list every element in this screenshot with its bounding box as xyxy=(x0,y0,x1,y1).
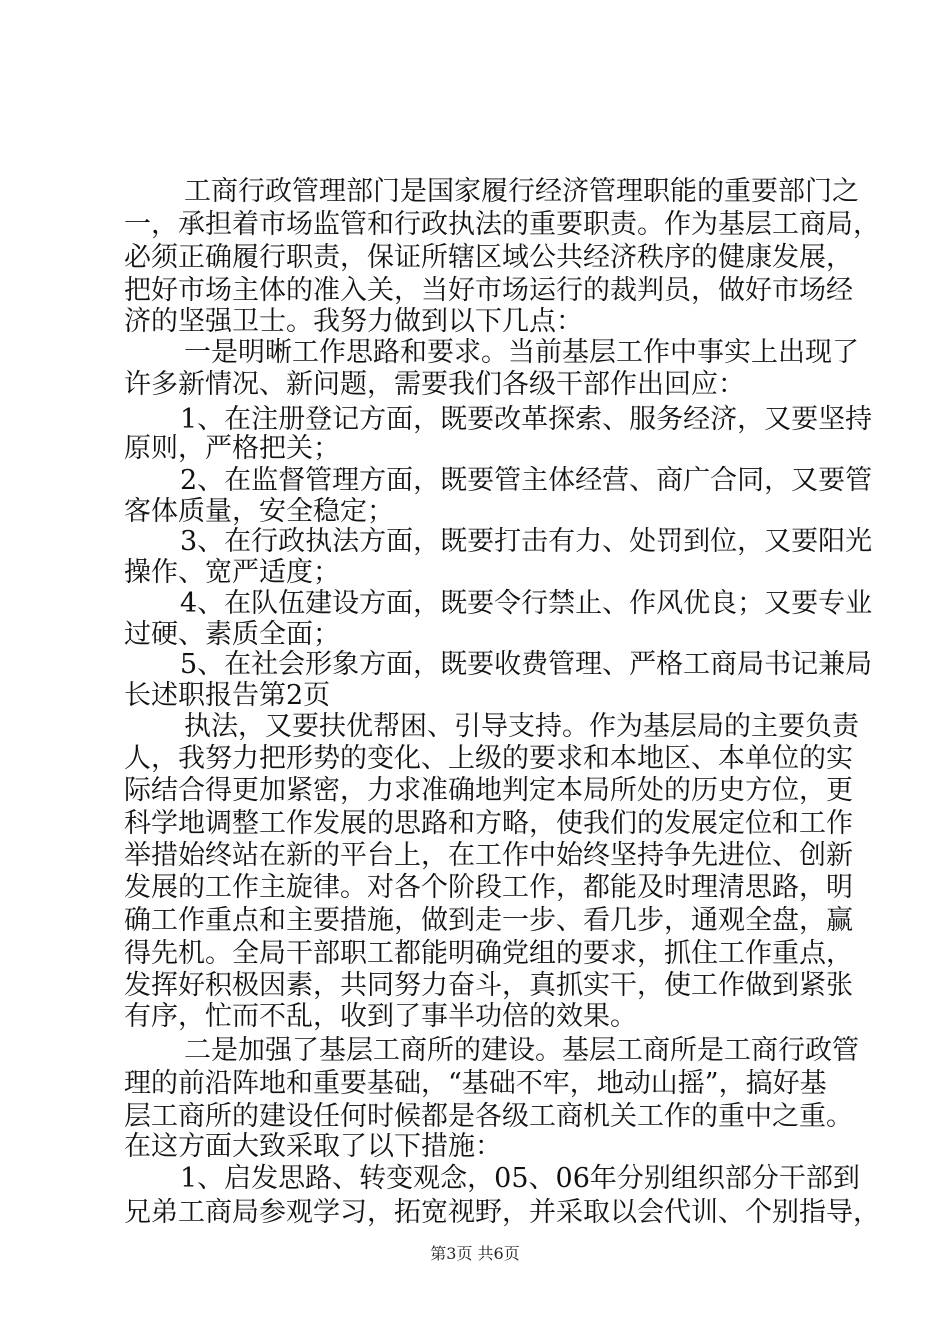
text-line-30: 层工商所的建设任何时候都是各级工商机关工作的重中之重。 xyxy=(124,1101,853,1132)
text-line-9: 原则，严格把关； xyxy=(124,433,340,464)
text-line-7: 许多新情况、新问题，需要我们各级干部作出回应： xyxy=(124,369,745,400)
text-line-1: 工商行政管理部门是国家履行经济管理职能的重要部门之 xyxy=(184,176,859,207)
text-line-28: 二是加强了基层工商所的建设。基层工商所是工商行政管 xyxy=(184,1035,859,1066)
text-line-20: 际结合得更加紧密，力求准确地判定本局所处的历史方位，更 xyxy=(124,775,853,806)
text-line-5: 济的坚强卫士。我努力做到以下几点： xyxy=(124,306,583,337)
text-line-24: 确工作重点和主要措施，做到走一步、看几步，通观全盘，赢 xyxy=(124,905,853,936)
page-footer: 第3页 共6页 xyxy=(430,1244,520,1263)
text-line-32: 1、启发思路、转变观念，05、06年分别组织部分干部到 xyxy=(180,1163,860,1194)
text-line-23: 发展的工作主旋律。对各个阶段工作，都能及时理清思路，明 xyxy=(124,872,853,903)
text-line-22: 举措始终站在新的平台上，在工作中始终坚持争先进位、创新 xyxy=(124,840,853,871)
text-line-26: 发挥好积极因素，共同努力奋斗，真抓实干，使工作做到紧张 xyxy=(124,970,853,1001)
text-line-13: 操作、宽严适度； xyxy=(124,557,340,588)
text-line-21: 科学地调整工作发展的思路和方略，使我们的发展定位和工作 xyxy=(124,808,853,839)
text-line-31: 在这方面大致采取了以下措施： xyxy=(124,1131,502,1162)
text-line-15: 过硬、素质全面； xyxy=(124,619,340,650)
text-line-11: 客体质量，安全稳定； xyxy=(124,496,394,527)
text-line-2: 一，承担着市场监管和行政执法的重要职责。作为基层工商局， xyxy=(124,209,880,240)
text-line-16: 5、在社会形象方面，既要收费管理、严格工商局书记兼局 xyxy=(180,649,873,680)
text-line-17: 长述职报告第2页 xyxy=(124,680,331,711)
text-line-6: 一是明晰工作思路和要求。当前基层工作中事实上出现了 xyxy=(184,337,859,368)
text-line-19: 人，我努力把形势的变化、上级的要求和本地区、本单位的实 xyxy=(124,743,853,774)
text-line-25: 得先机。全局干部职工都能明确党组的要求，抓住工作重点， xyxy=(124,938,853,969)
text-line-3: 必须正确履行职责，保证所辖区域公共经济秩序的健康发展， xyxy=(124,242,853,273)
text-line-33: 兄弟工商局参观学习，拓宽视野，并采取以会代训、个别指导， xyxy=(124,1197,880,1228)
text-line-12: 3、在行政执法方面，既要打击有力、处罚到位，又要阳光 xyxy=(180,526,873,557)
text-line-27: 有序，忙而不乱，收到了事半功倍的效果。 xyxy=(124,1001,637,1032)
text-line-14: 4、在队伍建设方面，既要令行禁止、作风优良；又要专业 xyxy=(180,588,873,619)
text-line-4: 把好市场主体的准入关，当好市场运行的裁判员，做好市场经 xyxy=(124,275,853,306)
text-line-8: 1、在注册登记方面，既要改革探索、服务经济，又要坚持 xyxy=(180,404,873,435)
text-line-18: 执法，又要扶优帮困、引导支持。作为基层局的主要负责 xyxy=(184,711,859,742)
text-line-29: 理的前沿阵地和重要基础，“基础不牢，地动山摇”，搞好基 xyxy=(124,1068,827,1099)
text-line-10: 2、在监督管理方面，既要管主体经营、商广合同，又要管 xyxy=(180,465,873,496)
